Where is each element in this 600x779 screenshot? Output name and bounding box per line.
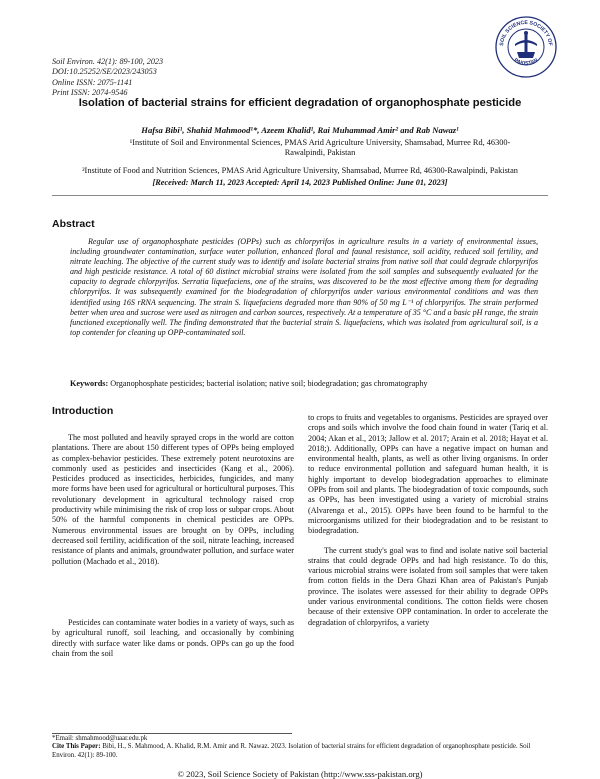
cite-this-paper [52, 743, 548, 760]
keywords-text: Organophosphate pesticides; bacterial isolation; native soil; biodegradation; gas chromatography [108, 379, 428, 388]
footnote-divider [52, 733, 292, 734]
left-column-bottom [52, 618, 294, 668]
page-footer: © 2023, Soil Science Society of Pakistan (http://www.sss-pakistan.org) [177, 769, 423, 779]
logo-ring-text-top: SOIL SCIENCE SOCIETY OF [498, 19, 554, 47]
journal-meta [52, 57, 163, 99]
footnote [52, 735, 548, 760]
corresponding-email[interactable]: *Email: shmahmood@uaar.edu.pk [52, 735, 148, 742]
cite-text: Bibi, H., S. Mahmood, A. Khalid, R.M. Amir and R. Nawaz. 2023. Isolation of bacterial strains for efficient degradation of organophosphate pesticide. Soil Environ. 42(1): 89-100. [52, 743, 531, 759]
intro-paragraph-3: to crops to fruits and vegetables to organisms. Pesticides are sprayed over crops and soils which involve the food chain found in water (Tariq et al. 2004; Akan et al., 2013; Jallow et al. 2017; Arain et al. 2018; Hayat et al. 2018;). Additionally, OPPs can have a negative impact on human and environmental health, plants, as well as other living organisms. In order to reduce environmental pollution and safeguard human health, it is highly important to develop biodegradation approaches to eliminate OPPs from soil and plants. The biodegradation of toxic compounds, such as OPPs, has been investigated using a variety of microbial strains (Alvarenga et al., 2015). OPPs have been found to be harmful to the microorganisms utilized for their biodegradation and to be resistant to biodegradation. [308, 413, 548, 536]
introduction-heading: Introduction [52, 405, 114, 417]
cite-label: Cite This Paper: [52, 743, 101, 751]
keywords-label: Keywords: [70, 379, 109, 388]
publication-dates: [Received: March 11, 2023 Accepted: April 14, 2023 Published Online: June 01, 2023] [152, 178, 448, 187]
intro-paragraph-1: The most polluted and heavily sprayed crops in the world are cotton plantations. There are about 150 different types of OPPs being employed as complex-behavior pesticides. These extremely potent neurotoxins are commonly used as pesticides and insecticides (Kang et al., 2006). Pesticides produced as insecticides, herbicides, fungicides, and many more forms have been used for agricultural or horticultural purposes. This revolutionary development in agricultural technology raised crop productivity while minimising the risk of crop loss or subpar crops. About 50% of the harmful components in chemical pesticides are OPPs. Numerous environmental issues are brought on by OPPs, including decreased soil fertility, acidification of the soil, nitrate leaching, increased resistance of plants and animals, groundwater pollution, and surface water pollution (Machado et al., 2018). [52, 433, 294, 566]
header-divider [52, 195, 548, 196]
author-list: Hafsa Bibi¹, Shahid Mahmood¹*, Azeem Khalid¹, Rai Muhammad Amir² and Rab Nawaz¹ [141, 125, 459, 135]
logo-emblem-icon [515, 31, 537, 58]
society-logo [495, 16, 557, 78]
abstract-heading: Abstract [52, 218, 95, 230]
left-column-top [52, 433, 294, 576]
keywords [70, 379, 540, 388]
paper-title: Isolation of bacterial strains for efficient degradation of organophosphate pesticide [78, 97, 522, 109]
online-issn: Online ISSN: 2075-1141 [52, 77, 133, 87]
journal-citation: Soil Environ. 42(1): 89-100, 2023 [52, 57, 164, 66]
affiliation-2: ²Institute of Food and Nutrition Sciences, PMAS Arid Agriculture University, Shamsabad, Murree Rd, 46300-Rawalpindi, Pakistan [82, 166, 518, 175]
affiliation-1: ¹Institute of Soil and Environmental Sciences, PMAS Arid Agriculture University, Shamsabad, Murree Rd, 46300-Rawalpindi, Pakistan [129, 138, 511, 158]
logo-ring-text-bottom: PAKISTAN [512, 57, 540, 67]
intro-paragraph-2: Pesticides can contaminate water bodies in a variety of ways, such as by agricultural runoff, soil leaching, and occasionally by combining directly with surface water like dams or ponds. OPPs can go up the food chain from the soil [52, 618, 294, 658]
intro-paragraph-4: The current study's goal was to find and isolate native soil bacterial strains that could degrade OPPs and had high resistance. To do this, various microbial strains were isolated from soil samples that were taken from cotton fields in the Dera Ghazi Khan area of Pakistan's Punjab province. The isolates were assessed for their ability to degrade OPPs under various environmental conditions. The cotton fields were chosen because of their extensive OPP contamination. In order to accelerate the degradation of chlorpyrifos, a variety [308, 545, 548, 627]
print-issn: Print ISSN: 2074-9546 [52, 88, 128, 98]
abstract-text: Regular use of organophosphate pesticides (OPPs) such as chlorpyrifos in agriculture results in a variety of environmental issues, including groundwater contamination, surface water pollution, enhanced floral and faunal resistance, soil acidity, reduced soil fertility, and nitrate leaching. The objective of the current study was to identify and isolate bacterial strains from native soil that could degrade chlorpyrifos and high pesticide resistance. A total of 60 distinct microbial strains were isolated from the soil samples and subsequently evaluated for the capacity to degrade chlorpyrifos. Serratia liquefaciens, one of the strains, was discovered to be the most effective among them for degrading chlorpyrifos. It was subsequently examined for the biodegradation of chlorpyrifos under various environmental conditions and was then identified using 16S rRNA sequencing. The strain S. liquefaciens degraded more than 90% of 50 mg L⁻¹ of chlorpyrifos. The strain performed better when urea and sucrose were used as nitrogen and carbon sources, respectively. At a temperature of 35 °C and a basic pH range, the strain functioned exceptionally well. The finding demonstrated that the bacterial strain S. liquefaciens, which was isolated from agricultural soil, is a top contender for cleaning up OPP-contaminated soil. [70, 237, 538, 337]
doi-link[interactable]: DOI:10.25252/SE/2023/243053 [52, 67, 157, 77]
right-column [308, 413, 548, 637]
